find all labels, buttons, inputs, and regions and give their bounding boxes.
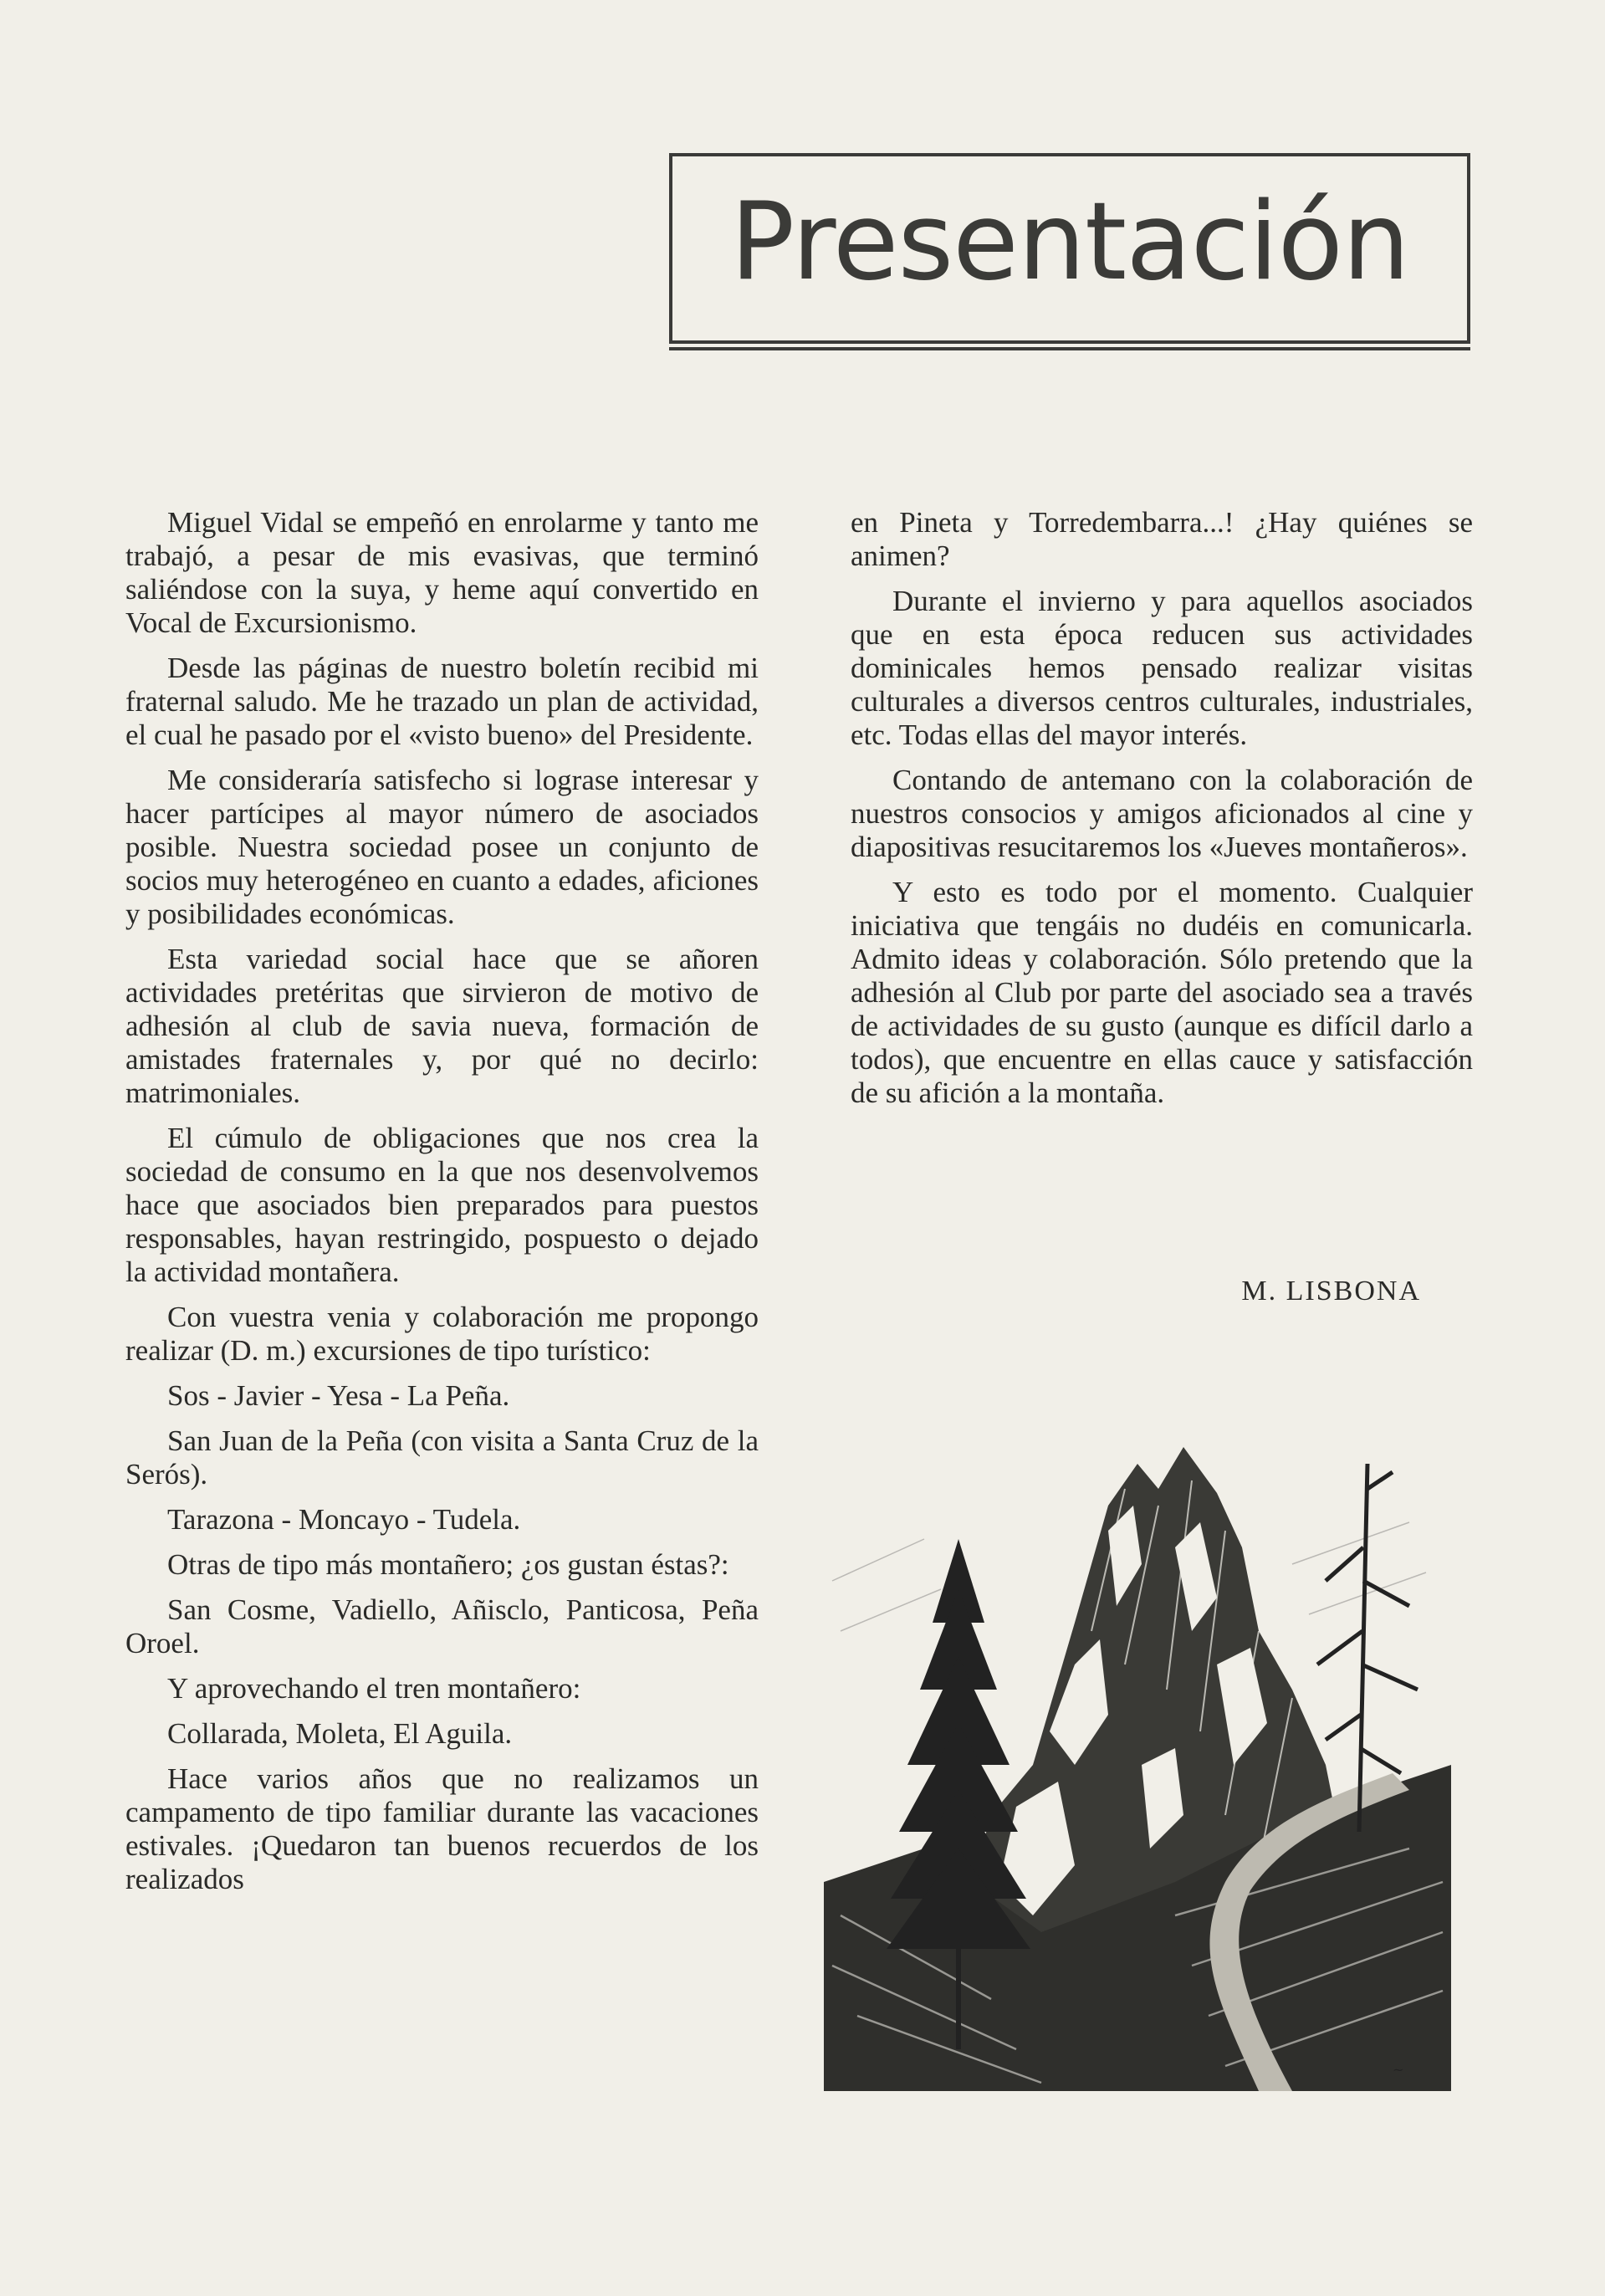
paragraph-continuation: en Pineta y Torredembarra...! ¿Hay quiénes se animen?	[851, 506, 1473, 572]
author-signature: M. LISBONA	[1241, 1276, 1421, 1307]
paragraph: Tarazona - Moncayo - Tudela.	[167, 1503, 521, 1536]
paragraph: Otras de tipo más montañero; ¿os gustan éstas?:	[167, 1548, 729, 1581]
paragraph: Y aprovechando el tren montañero:	[167, 1672, 581, 1705]
svg-text:~: ~	[1393, 2062, 1404, 2078]
left-column	[125, 506, 759, 1908]
paragraph: Y esto es todo por el momento. Cualquier iniciativa que tengáis no dudéis en comunicarla. Admito ideas y colaboración. Sólo pretendo que la adhesión al Club por parte del asociado sea a través de actividades de su gusto (aunque es difícil darlo a todos), que encuentre en ellas cauce y satisfacción de su afición a la montaña.	[851, 876, 1473, 1109]
title-frame	[669, 153, 1470, 344]
paragraph: Durante el invierno y para aquellos asociados que en esta época reducen sus actividades dominicales hemos pensado realizar visitas culturales a diversos centros culturales, industriales, etc. Todas ellas del mayor interés.	[851, 585, 1473, 751]
paragraph: Me consideraría satisfecho si lograse interesar y hacer partícipes al mayor número de asociados posible. Nuestra sociedad posee un conjunto de socios muy heterogéneo en cuanto a edades, aficiones y posibilidades económicas.	[125, 764, 759, 930]
paragraph: Con vuestra venia y colaboración me propongo realizar (D. m.) excursiones de tipo turístico:	[125, 1301, 759, 1367]
paragraph: Desde las páginas de nuestro boletín recibid mi fraternal saludo. Me he trazado un plan de actividad, el cual he pasado por el «visto bueno» del Presidente.	[125, 652, 759, 751]
paragraph: Hace varios años que no realizamos un campamento de tipo familiar durante las vacaciones estivales. ¡Quedaron tan buenos recuerdos de los realizados	[125, 1762, 759, 1895]
paragraph: Esta variedad social hace que se añoren actividades pretéritas que sirvieron de motivo de adhesión al club de savia nueva, formación de amistades fraternales y, por qué no decirlo: matrimoniales.	[125, 943, 759, 1109]
paragraph: San Cosme, Vadiello, Añisclo, Panticosa, Peña Oroel.	[125, 1593, 759, 1659]
paragraph: El cúmulo de obligaciones que nos crea la sociedad de consumo en la que nos desenvolvemos hace que asociados bien preparados para puestos responsables, hayan restringido, pospuesto o dejado la actividad montañera.	[125, 1122, 759, 1288]
page-title: Presentación	[729, 180, 1410, 304]
paragraph: San Juan de la Peña (con visita a Santa Cruz de la Serós).	[125, 1424, 759, 1491]
paragraph: Contando de antemano con la colaboración de nuestros consocios y amigos aficionados al cine y diapositivas resucitaremos los «Jueves montañeros».	[851, 764, 1473, 863]
paragraph: Collarada, Moleta, El Aguila.	[167, 1717, 513, 1750]
right-column	[851, 506, 1473, 1122]
mountain-illustration	[824, 1414, 1451, 2091]
paragraph: Sos - Javier - Yesa - La Peña.	[167, 1379, 510, 1412]
paragraph: Miguel Vidal se empeñó en enrolarme y tanto me trabajó, a pesar de mis evasivas, que terminó saliéndose con la suya, y heme aquí convertido en Vocal de Excursionismo.	[125, 506, 759, 639]
